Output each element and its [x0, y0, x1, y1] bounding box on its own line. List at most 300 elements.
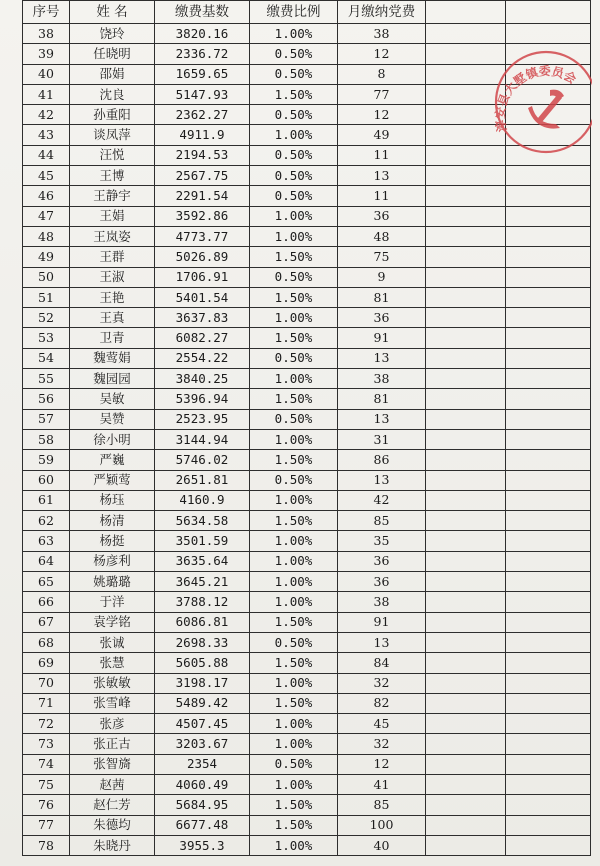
- cell-ratio: 1.00%: [250, 673, 338, 693]
- cell-base: 5489.42: [155, 693, 250, 713]
- cell-blank: [426, 673, 506, 693]
- cell-fee: 48: [338, 226, 426, 246]
- cell-name: 孙重阳: [70, 105, 155, 125]
- cell-ratio: 0.50%: [250, 145, 338, 165]
- cell-ratio: 0.50%: [250, 186, 338, 206]
- cell-blank: [506, 551, 591, 571]
- cell-no: 39: [23, 44, 70, 64]
- cell-base: 3788.12: [155, 592, 250, 612]
- cell-ratio: 1.00%: [250, 531, 338, 551]
- cell-ratio: 1.00%: [250, 125, 338, 145]
- cell-blank: [506, 470, 591, 490]
- cell-name: 张雪峰: [70, 693, 155, 713]
- seal-text: 淳安县大墅镇委员会: [493, 63, 579, 134]
- cell-no: 49: [23, 247, 70, 267]
- header-no: 序号: [23, 1, 70, 24]
- cell-base: 4060.49: [155, 774, 250, 794]
- table-row: [23, 693, 591, 713]
- cell-ratio: 0.50%: [250, 632, 338, 652]
- cell-no: 57: [23, 409, 70, 429]
- cell-no: 64: [23, 551, 70, 571]
- cell-blank: [506, 511, 591, 531]
- cell-blank: [426, 145, 506, 165]
- cell-blank: [426, 44, 506, 64]
- cell-fee: 38: [338, 24, 426, 44]
- cell-ratio: 1.00%: [250, 369, 338, 389]
- cell-fee: 11: [338, 186, 426, 206]
- table-row: [23, 166, 591, 186]
- cell-fee: 9: [338, 267, 426, 287]
- cell-fee: 49: [338, 125, 426, 145]
- cell-fee: 12: [338, 44, 426, 64]
- cell-blank: [506, 186, 591, 206]
- cell-blank: [426, 774, 506, 794]
- cell-base: 3840.25: [155, 369, 250, 389]
- table-row: [23, 328, 591, 348]
- cell-name: 谈凤萍: [70, 125, 155, 145]
- cell-no: 58: [23, 429, 70, 449]
- cell-fee: 8: [338, 64, 426, 84]
- cell-fee: 42: [338, 490, 426, 510]
- table-row: [23, 470, 591, 490]
- cell-name: 饶玲: [70, 24, 155, 44]
- table-row: [23, 734, 591, 754]
- cell-ratio: 0.50%: [250, 166, 338, 186]
- cell-blank: [506, 267, 591, 287]
- table-header-row: [23, 1, 591, 24]
- table-row: [23, 754, 591, 774]
- cell-blank: [506, 24, 591, 44]
- cell-ratio: 0.50%: [250, 267, 338, 287]
- cell-blank: [426, 328, 506, 348]
- cell-name: 张正古: [70, 734, 155, 754]
- cell-blank: [426, 206, 506, 226]
- cell-name: 沈良: [70, 84, 155, 104]
- cell-no: 53: [23, 328, 70, 348]
- cell-base: 4773.77: [155, 226, 250, 246]
- cell-no: 66: [23, 592, 70, 612]
- cell-name: 张敏敏: [70, 673, 155, 693]
- cell-ratio: 0.50%: [250, 64, 338, 84]
- cell-name: 严巍: [70, 450, 155, 470]
- cell-name: 魏园园: [70, 369, 155, 389]
- cell-blank: [426, 24, 506, 44]
- cell-ratio: 1.00%: [250, 429, 338, 449]
- cell-no: 52: [23, 308, 70, 328]
- cell-blank: [506, 226, 591, 246]
- cell-no: 59: [23, 450, 70, 470]
- cell-no: 62: [23, 511, 70, 531]
- cell-name: 姚璐璐: [70, 572, 155, 592]
- cell-blank: [506, 105, 591, 125]
- cell-blank: [426, 308, 506, 328]
- cell-blank: [426, 429, 506, 449]
- header-ratio: 缴费比例: [250, 1, 338, 24]
- cell-blank: [426, 226, 506, 246]
- cell-no: 41: [23, 84, 70, 104]
- cell-blank: [506, 328, 591, 348]
- table-row: [23, 24, 591, 44]
- cell-fee: 13: [338, 348, 426, 368]
- cell-blank: [426, 511, 506, 531]
- cell-base: 5026.89: [155, 247, 250, 267]
- cell-name: 严颖莺: [70, 470, 155, 490]
- cell-blank: [426, 551, 506, 571]
- cell-no: 42: [23, 105, 70, 125]
- cell-fee: 32: [338, 734, 426, 754]
- cell-name: 王岚姿: [70, 226, 155, 246]
- cell-blank: [506, 389, 591, 409]
- header-blank-2: [506, 1, 591, 24]
- header-fee: 月缴纳党费: [338, 1, 426, 24]
- cell-ratio: 1.50%: [250, 247, 338, 267]
- cell-blank: [506, 774, 591, 794]
- cell-name: 朱晓丹: [70, 835, 155, 855]
- cell-base: 2567.75: [155, 166, 250, 186]
- cell-blank: [426, 64, 506, 84]
- cell-no: 50: [23, 267, 70, 287]
- cell-no: 75: [23, 774, 70, 794]
- table-row: [23, 267, 591, 287]
- cell-base: 3144.94: [155, 429, 250, 449]
- cell-base: 5147.93: [155, 84, 250, 104]
- cell-fee: 31: [338, 429, 426, 449]
- table-row: [23, 369, 591, 389]
- cell-blank: [426, 186, 506, 206]
- cell-blank: [506, 247, 591, 267]
- cell-blank: [506, 835, 591, 855]
- table-row: [23, 815, 591, 835]
- cell-base: 5396.94: [155, 389, 250, 409]
- cell-blank: [506, 145, 591, 165]
- cell-fee: 85: [338, 511, 426, 531]
- cell-base: 2362.27: [155, 105, 250, 125]
- cell-blank: [426, 612, 506, 632]
- cell-base: 3820.16: [155, 24, 250, 44]
- cell-ratio: 1.00%: [250, 226, 338, 246]
- cell-base: 2554.22: [155, 348, 250, 368]
- cell-ratio: 1.00%: [250, 592, 338, 612]
- cell-no: 70: [23, 673, 70, 693]
- cell-no: 78: [23, 835, 70, 855]
- cell-name: 张彦: [70, 714, 155, 734]
- cell-blank: [426, 693, 506, 713]
- cell-blank: [426, 409, 506, 429]
- cell-no: 38: [23, 24, 70, 44]
- table-row: [23, 44, 591, 64]
- cell-base: 2523.95: [155, 409, 250, 429]
- cell-name: 杨彦利: [70, 551, 155, 571]
- cell-base: 3198.17: [155, 673, 250, 693]
- cell-ratio: 1.50%: [250, 287, 338, 307]
- cell-base: 5401.54: [155, 287, 250, 307]
- cell-no: 71: [23, 693, 70, 713]
- cell-base: 2291.54: [155, 186, 250, 206]
- party-fee-table: [22, 0, 591, 856]
- cell-fee: 82: [338, 693, 426, 713]
- cell-blank: [426, 754, 506, 774]
- cell-ratio: 1.50%: [250, 328, 338, 348]
- cell-blank: [426, 795, 506, 815]
- cell-blank: [506, 409, 591, 429]
- cell-no: 67: [23, 612, 70, 632]
- cell-name: 王娟: [70, 206, 155, 226]
- cell-name: 王群: [70, 247, 155, 267]
- table-row: [23, 592, 591, 612]
- cell-fee: 13: [338, 470, 426, 490]
- cell-fee: 85: [338, 795, 426, 815]
- cell-name: 杨清: [70, 511, 155, 531]
- table-row: [23, 409, 591, 429]
- cell-ratio: 1.50%: [250, 815, 338, 835]
- cell-name: 张智旖: [70, 754, 155, 774]
- cell-base: 3203.67: [155, 734, 250, 754]
- table-row: [23, 835, 591, 855]
- cell-fee: 41: [338, 774, 426, 794]
- cell-blank: [506, 206, 591, 226]
- table-row: [23, 490, 591, 510]
- cell-blank: [506, 572, 591, 592]
- cell-base: 2194.53: [155, 145, 250, 165]
- cell-no: 43: [23, 125, 70, 145]
- cell-blank: [426, 835, 506, 855]
- cell-name: 王淑: [70, 267, 155, 287]
- cell-fee: 81: [338, 389, 426, 409]
- cell-blank: [426, 653, 506, 673]
- cell-base: 2651.81: [155, 470, 250, 490]
- cell-fee: 32: [338, 673, 426, 693]
- cell-no: 51: [23, 287, 70, 307]
- cell-name: 王静宇: [70, 186, 155, 206]
- cell-blank: [426, 267, 506, 287]
- cell-base: 2354: [155, 754, 250, 774]
- cell-ratio: 1.00%: [250, 490, 338, 510]
- cell-blank: [506, 653, 591, 673]
- cell-blank: [506, 125, 591, 145]
- cell-ratio: 0.50%: [250, 754, 338, 774]
- cell-blank: [506, 612, 591, 632]
- cell-no: 45: [23, 166, 70, 186]
- table-row: [23, 511, 591, 531]
- table-row: [23, 714, 591, 734]
- cell-ratio: 1.00%: [250, 774, 338, 794]
- cell-blank: [506, 450, 591, 470]
- table-row: [23, 389, 591, 409]
- cell-base: 4911.9: [155, 125, 250, 145]
- table-row: [23, 632, 591, 652]
- table-row: [23, 145, 591, 165]
- cell-fee: 45: [338, 714, 426, 734]
- cell-no: 74: [23, 754, 70, 774]
- cell-blank: [426, 572, 506, 592]
- table-row: [23, 348, 591, 368]
- table-row: [23, 186, 591, 206]
- cell-no: 47: [23, 206, 70, 226]
- cell-fee: 75: [338, 247, 426, 267]
- table-row: [23, 125, 591, 145]
- cell-blank: [506, 815, 591, 835]
- cell-name: 杨珏: [70, 490, 155, 510]
- cell-name: 邵娟: [70, 64, 155, 84]
- cell-no: 60: [23, 470, 70, 490]
- cell-no: 65: [23, 572, 70, 592]
- table-row: [23, 308, 591, 328]
- cell-base: 6082.27: [155, 328, 250, 348]
- cell-base: 5605.88: [155, 653, 250, 673]
- cell-blank: [426, 166, 506, 186]
- table-row: [23, 551, 591, 571]
- cell-blank: [426, 592, 506, 612]
- cell-fee: 12: [338, 754, 426, 774]
- cell-ratio: 0.50%: [250, 470, 338, 490]
- cell-ratio: 1.50%: [250, 511, 338, 531]
- cell-name: 魏莺娟: [70, 348, 155, 368]
- cell-no: 77: [23, 815, 70, 835]
- cell-ratio: 1.00%: [250, 714, 338, 734]
- cell-fee: 13: [338, 166, 426, 186]
- cell-no: 54: [23, 348, 70, 368]
- cell-ratio: 1.50%: [250, 450, 338, 470]
- cell-no: 40: [23, 64, 70, 84]
- cell-blank: [506, 714, 591, 734]
- cell-base: 4160.9: [155, 490, 250, 510]
- cell-fee: 13: [338, 632, 426, 652]
- cell-name: 杨挺: [70, 531, 155, 551]
- cell-no: 56: [23, 389, 70, 409]
- cell-name: 于洋: [70, 592, 155, 612]
- cell-base: 5634.58: [155, 511, 250, 531]
- cell-fee: 36: [338, 551, 426, 571]
- cell-base: 5746.02: [155, 450, 250, 470]
- cell-blank: [506, 531, 591, 551]
- cell-name: 赵茜: [70, 774, 155, 794]
- cell-blank: [426, 369, 506, 389]
- cell-fee: 11: [338, 145, 426, 165]
- table-row: [23, 64, 591, 84]
- table-row: [23, 226, 591, 246]
- cell-ratio: 1.50%: [250, 693, 338, 713]
- cell-fee: 91: [338, 612, 426, 632]
- cell-fee: 36: [338, 206, 426, 226]
- cell-blank: [426, 287, 506, 307]
- cell-blank: [426, 84, 506, 104]
- cell-fee: 36: [338, 572, 426, 592]
- cell-base: 4507.45: [155, 714, 250, 734]
- cell-ratio: 1.00%: [250, 551, 338, 571]
- cell-ratio: 1.50%: [250, 795, 338, 815]
- cell-blank: [426, 815, 506, 835]
- cell-ratio: 1.50%: [250, 84, 338, 104]
- table-row: [23, 795, 591, 815]
- cell-ratio: 0.50%: [250, 409, 338, 429]
- cell-blank: [506, 308, 591, 328]
- table-row: [23, 105, 591, 125]
- table-row: [23, 206, 591, 226]
- cell-name: 张诚: [70, 632, 155, 652]
- cell-no: 55: [23, 369, 70, 389]
- cell-blank: [506, 44, 591, 64]
- cell-blank: [426, 247, 506, 267]
- cell-no: 48: [23, 226, 70, 246]
- cell-name: 吴赞: [70, 409, 155, 429]
- table-row: [23, 673, 591, 693]
- cell-fee: 91: [338, 328, 426, 348]
- cell-blank: [506, 166, 591, 186]
- cell-no: 61: [23, 490, 70, 510]
- cell-base: 3637.83: [155, 308, 250, 328]
- cell-fee: 84: [338, 653, 426, 673]
- cell-blank: [506, 795, 591, 815]
- cell-ratio: 1.00%: [250, 308, 338, 328]
- cell-blank: [506, 632, 591, 652]
- cell-fee: 86: [338, 450, 426, 470]
- cell-no: 46: [23, 186, 70, 206]
- cell-base: 3635.64: [155, 551, 250, 571]
- table-row: [23, 612, 591, 632]
- cell-ratio: 1.50%: [250, 389, 338, 409]
- table-row: [23, 531, 591, 551]
- header-blank-1: [426, 1, 506, 24]
- cell-blank: [426, 125, 506, 145]
- header-base: 缴费基数: [155, 1, 250, 24]
- cell-name: 吴敏: [70, 389, 155, 409]
- cell-name: 王博: [70, 166, 155, 186]
- cell-name: 徐小明: [70, 429, 155, 449]
- table-row: [23, 774, 591, 794]
- cell-ratio: 1.50%: [250, 612, 338, 632]
- table-row: [23, 572, 591, 592]
- cell-base: 3645.21: [155, 572, 250, 592]
- cell-name: 张慧: [70, 653, 155, 673]
- cell-fee: 77: [338, 84, 426, 104]
- cell-base: 6086.81: [155, 612, 250, 632]
- cell-blank: [426, 531, 506, 551]
- cell-no: 72: [23, 714, 70, 734]
- cell-no: 68: [23, 632, 70, 652]
- cell-blank: [506, 490, 591, 510]
- cell-base: 6677.48: [155, 815, 250, 835]
- cell-blank: [426, 490, 506, 510]
- cell-no: 69: [23, 653, 70, 673]
- cell-blank: [506, 592, 591, 612]
- cell-fee: 12: [338, 105, 426, 125]
- cell-base: 3592.86: [155, 206, 250, 226]
- cell-blank: [426, 734, 506, 754]
- cell-name: 袁学铭: [70, 612, 155, 632]
- cell-name: 王真: [70, 308, 155, 328]
- cell-blank: [506, 369, 591, 389]
- table-row: [23, 653, 591, 673]
- cell-ratio: 1.00%: [250, 24, 338, 44]
- cell-blank: [506, 429, 591, 449]
- table-row: [23, 247, 591, 267]
- cell-ratio: 0.50%: [250, 105, 338, 125]
- cell-blank: [506, 84, 591, 104]
- cell-fee: 36: [338, 308, 426, 328]
- cell-name: 任晓明: [70, 44, 155, 64]
- cell-blank: [426, 714, 506, 734]
- cell-blank: [506, 348, 591, 368]
- cell-fee: 100: [338, 815, 426, 835]
- cell-ratio: 1.00%: [250, 734, 338, 754]
- cell-name: 王艳: [70, 287, 155, 307]
- cell-blank: [426, 632, 506, 652]
- cell-no: 44: [23, 145, 70, 165]
- cell-base: 5684.95: [155, 795, 250, 815]
- cell-name: 卫青: [70, 328, 155, 348]
- cell-name: 汪悦: [70, 145, 155, 165]
- cell-fee: 40: [338, 835, 426, 855]
